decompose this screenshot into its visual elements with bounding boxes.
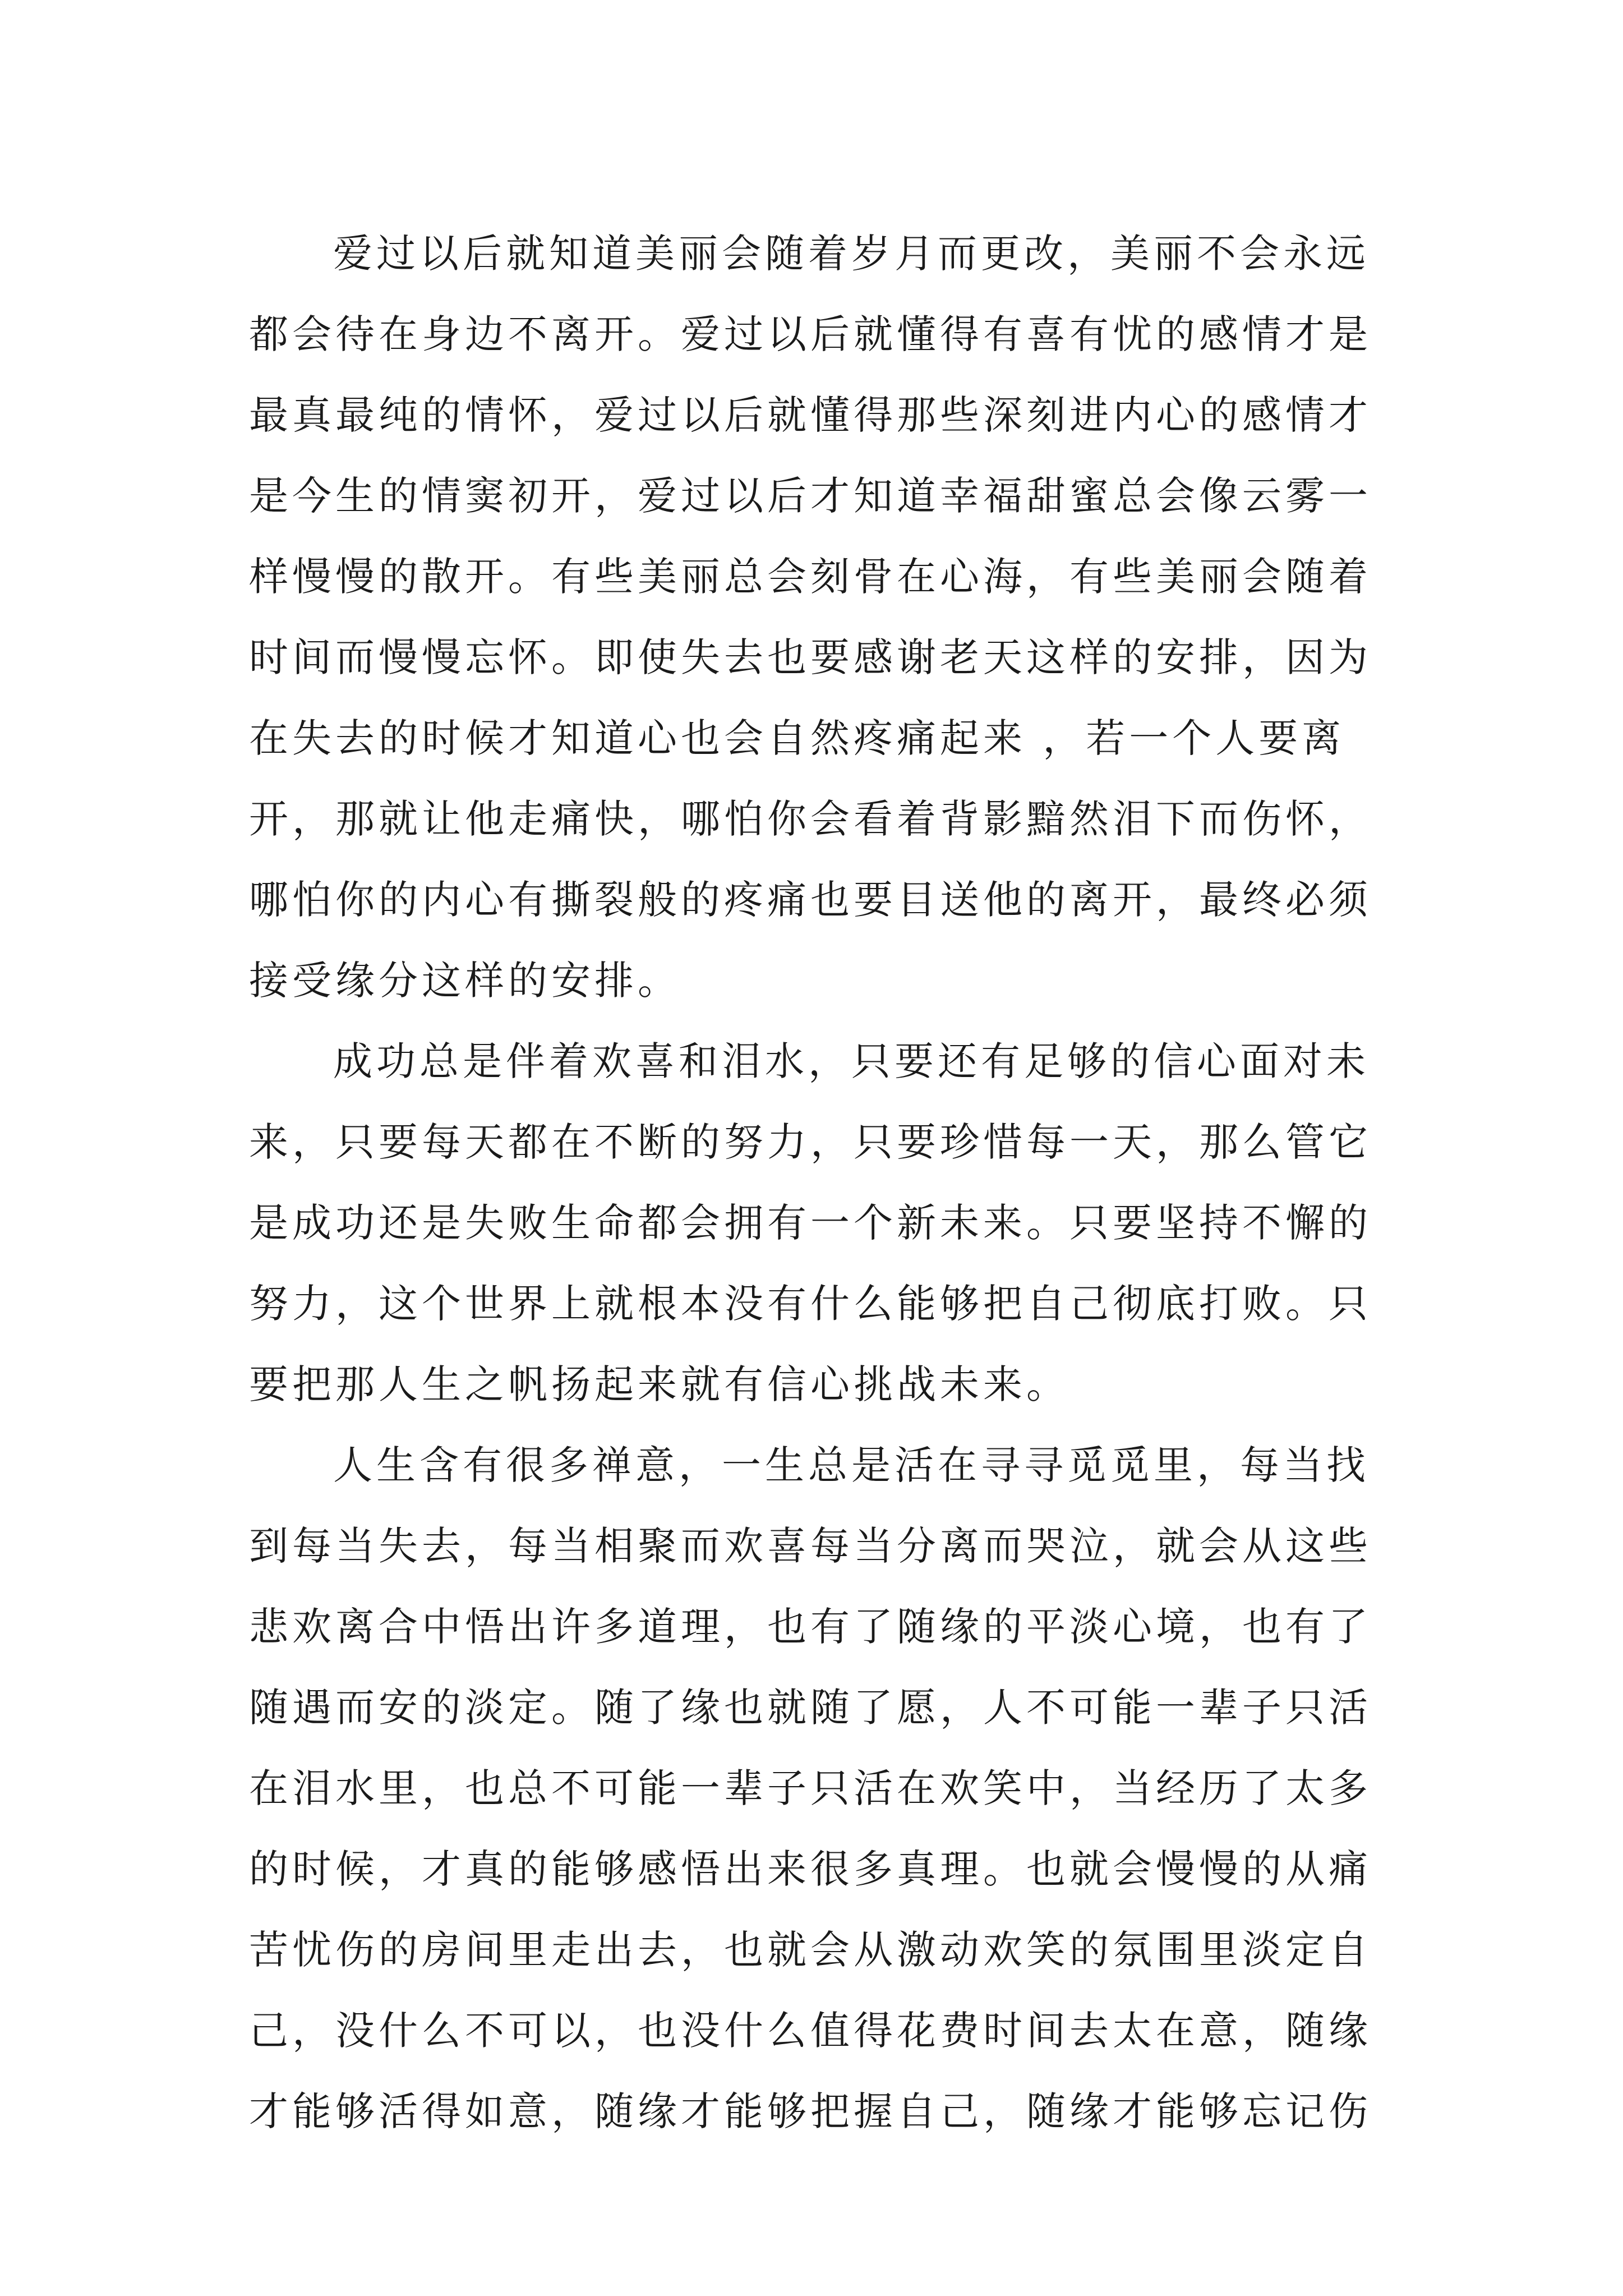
text-line: 努力，这个世界上就根本没有什么能够把自己彻底打败。只	[249, 1281, 1372, 1327]
text-line: 来，只要每天都在不断的努力，只要珍惜每一天，那么管它	[249, 1119, 1372, 1165]
text-line: 在泪水里，也总不可能一辈子只活在欢笑中，当经历了太多	[249, 1765, 1372, 1811]
text-line: 是今生的情窦初开，爱过以后才知道幸福甜蜜总会像云雾一	[249, 473, 1372, 519]
text-line: 才能够活得如意，随缘才能够把握自己，随缘才能够忘记伤	[249, 2088, 1372, 2134]
text-line: 成功总是伴着欢喜和泪水，只要还有足够的信心面对未	[333, 1038, 1370, 1084]
paragraph-3	[249, 1425, 1382, 2152]
text-line: 的时候，才真的能够感悟出来很多真理。也就会慢慢的从痛	[249, 1846, 1372, 1892]
text-line: 人生含有很多禅意，一生总是活在寻寻觅觅里，每当找	[333, 1442, 1370, 1488]
text-line: 苦忧伤的房间里走出去，也就会从激动欢笑的氛围里淡定自	[249, 1927, 1372, 1973]
text-line: 要把那人生之帆扬起来就有信心挑战未来。	[249, 1361, 1069, 1407]
text-line: 随遇而安的淡定。随了缘也就随了愿，人不可能一辈子只活	[249, 1685, 1372, 1731]
text-line: 样慢慢的散开。有些美丽总会刻骨在心海，有些美丽会随着	[249, 554, 1372, 600]
text-line: 在失去的时候才知道心也会自然疼痛起来 ，若一个人要离	[249, 715, 1345, 761]
text-line: 悲欢离合中悟出许多道理，也有了随缘的平淡心境，也有了	[249, 1604, 1372, 1650]
paragraph-2	[249, 1021, 1382, 1425]
text-line: 爱过以后就知道美丽会随着岁月而更改，美丽不会永远	[333, 231, 1370, 277]
text-line: 哪怕你的内心有撕裂般的疼痛也要目送他的离开，最终必须	[249, 877, 1372, 923]
text-line: 都会待在身边不离开。爱过以后就懂得有喜有忧的感情才是	[249, 311, 1372, 357]
text-line: 是成功还是失败生命都会拥有一个新未来。只要坚持不懈的	[249, 1200, 1372, 1246]
text-line: 到每当失去，每当相聚而欢喜每当分离而哭泣，就会从这些	[249, 1523, 1372, 1569]
text-line: 己，没什么不可以，也没什么值得花费时间去太在意，随缘	[249, 2008, 1372, 2054]
text-line: 接受缘分这样的安排。	[249, 958, 681, 1004]
text-line: 时间而慢慢忘怀。即使失去也要感谢老天这样的安排，因为	[249, 634, 1372, 680]
paragraph-1	[249, 213, 1382, 1021]
document-body	[249, 213, 1382, 2152]
text-line: 最真最纯的情怀，爱过以后就懂得那些深刻进内心的感情才	[249, 392, 1372, 438]
text-line: 开，那就让他走痛快，哪怕你会看着背影黯然泪下而伤怀，	[249, 796, 1372, 842]
